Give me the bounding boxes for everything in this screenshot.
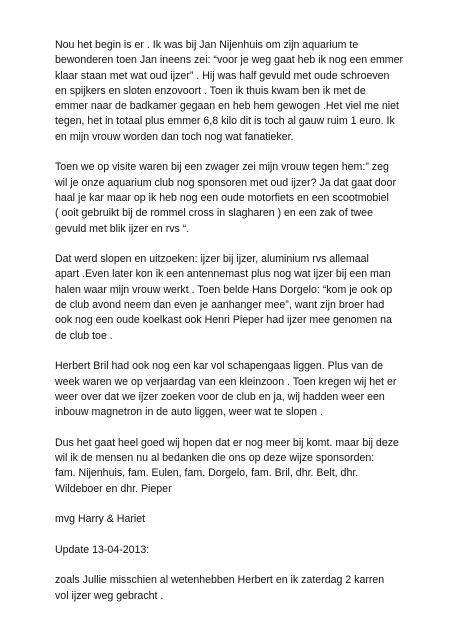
- text-line: wil je onze aquarium club nog sponsoren met oud ijzer? Ja dat gaat door: [55, 176, 396, 189]
- update-heading: [55, 543, 423, 558]
- text-line: tegen, het in totaal plus emmer 6,8 kilo dit is toch al gauw ruim 1 euro. Ik: [55, 115, 395, 128]
- text-line: haal je kar maar op ik heb nog een oude motorfiets en een scootmobiel: [55, 191, 389, 204]
- text-line: klaar staan met wat oud ijzer” . Hij was half gevuld met oude schroeven: [55, 69, 390, 82]
- paragraph-sorting: [55, 252, 423, 344]
- text-line: inbouw magnetron in de auto liggen, weer wat te slopen .: [55, 406, 323, 419]
- text-line: en spijkers en sloten enzovoort . Toen ik thuis kwam ben ik met de: [55, 84, 366, 97]
- text-line: bewonderen toen Jan ineens zei: “voor je weg gaat heb ik nog een emmer: [55, 54, 404, 67]
- text-line: week waren we op verjaardag van een kleinzoon . Toen kregen wij het er: [55, 375, 397, 388]
- paragraph-thanks: [55, 436, 423, 497]
- text-line: Update 13-04-2013:: [55, 543, 150, 556]
- text-line: Dat werd slopen en uitzoeken: ijzer bij ijzer, aluminium rvs allemaal: [55, 253, 369, 266]
- text-line: zoals Jullie misschien al wetenhebben Herbert en ik zaterdag 2 karren: [55, 574, 385, 587]
- text-line: mvg Harry & Hariet: [55, 513, 146, 526]
- text-line: de club avond neem dan even je aanhanger mee”, want zijn broer had: [55, 299, 385, 312]
- text-line: Nou het begin is er . Ik was bij Jan Nijenhuis om zijn aquarium te: [55, 39, 359, 51]
- text-line: Dus het gaat heel goed wij hopen dat er nog meer bij komt. maar bij deze: [55, 436, 399, 449]
- text-line: halen waar mijn vrouw werkt . Toen belde Hans Dorgelo: “kom je ook op: [55, 283, 393, 296]
- text-line: gevuld met blik ijzer en rvs “.: [55, 222, 190, 235]
- text-line: vol ijzer weg gebracht .: [55, 589, 164, 602]
- paragraph-visit: [55, 160, 423, 236]
- paragraph-herbert: [55, 359, 423, 420]
- document-body: [55, 38, 423, 619]
- text-line: ook nog een oude koelkast ook Henri Pieper had ijzer mee genomen na: [55, 314, 392, 327]
- text-line: Herbert Bril had ook nog een kar vol schapengaas liggen. Plus van de: [55, 360, 384, 373]
- signature: [55, 512, 423, 527]
- text-line: emmer naar de badkamer gegaan en heb hem gewogen .Het viel me niet: [55, 100, 399, 113]
- text-line: ( ooit gebruikt bij de rommel cross in slagharen ) en een zak of twee: [55, 207, 373, 220]
- text-line: wil ik de mensen nu al bedanken die ons op deze wijze sponsorden:: [55, 452, 375, 465]
- text-line: en mijn vrouw worden dan toch nog wat fanatieker.: [55, 130, 294, 143]
- paragraph-intro: [55, 38, 423, 145]
- text-line: fam. Nijenhuis, fam. Eulen, fam. Dorgelo, fam. Bril, dhr. Belt, dhr.: [55, 467, 359, 480]
- text-line: Wildeboer en dhr. Pieper: [55, 482, 172, 495]
- text-line: de club toe .: [55, 329, 113, 342]
- text-line: weer over dat we ijzer zoeken voor de club en ja, wij hadden weer een: [55, 390, 385, 403]
- text-line: Toen we op visite waren bij een zwager zei mijn vrouw tegen hem:” zeg: [55, 161, 389, 174]
- text-line: apart .Even later kon ik een antennemast plus nog wat ijzer bij een man: [55, 268, 391, 281]
- paragraph-update: [55, 573, 423, 604]
